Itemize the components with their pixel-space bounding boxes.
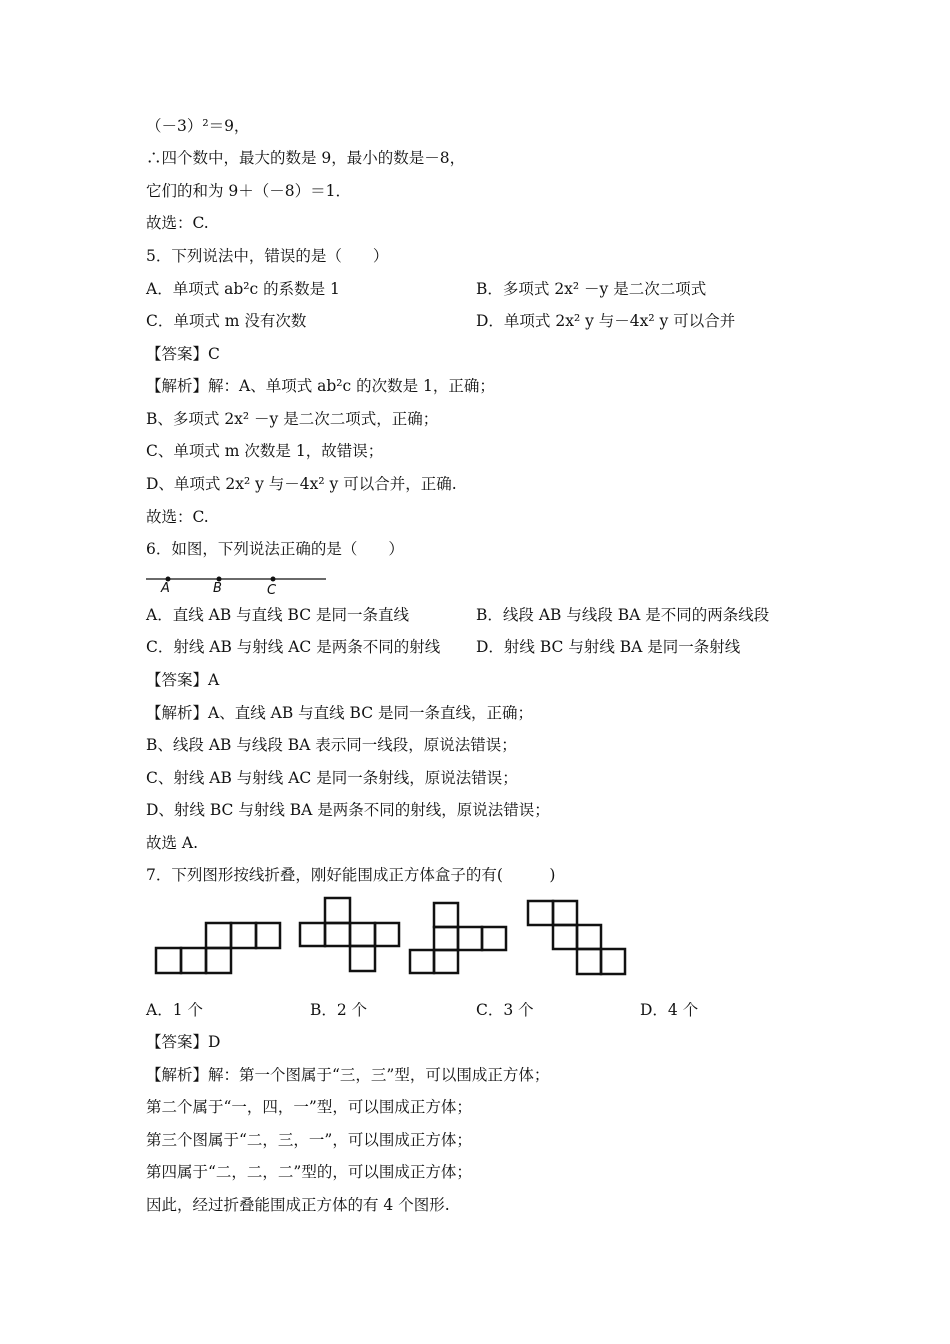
q7-option-a: A．1 个 — [146, 1001, 203, 1019]
text-line: ∴四个数中，最大的数是 9，最小的数是－8， — [146, 149, 466, 167]
q5-explanation: D、单项式 2x² y 与－4x² y 可以合并，正确. — [146, 475, 457, 493]
q6-answer: 【答案】A — [146, 671, 220, 689]
cube-net-2 — [299, 897, 401, 973]
cube-net-4 — [527, 900, 627, 976]
q5-explanation: 【解析】解：A、单项式 ab²c 的次数是 1，正确； — [146, 377, 495, 395]
q5-option-b: B．多项式 2x² －y 是二次二项式 — [476, 280, 707, 298]
q5-option-d: D．单项式 2x² y 与－4x² y 可以合并 — [476, 312, 736, 330]
q7-option-b: B．2 个 — [310, 1001, 368, 1019]
q6-option-b: B．线段 AB 与线段 BA 是不同的两条线段 — [476, 606, 770, 624]
question-5: 5．下列说法中，错误的是（ ） — [146, 247, 389, 265]
q6-explanation: B、线段 AB 与线段 BA 表示同一线段，原说法错误； — [146, 736, 517, 754]
question-6: 6．如图，下列说法正确的是（ ） — [146, 540, 404, 558]
q7-explanation: 第二个属于“一，四，一”型，可以围成正方体； — [146, 1098, 472, 1116]
q6-option-c: C．射线 AB 与射线 AC 是两条不同的射线 — [146, 638, 441, 656]
line-figure — [146, 568, 328, 598]
q7-explanation: 第四属于“二，二，二”型的，可以围成正方体； — [146, 1163, 472, 1181]
question-7: 7．下列图形按线折叠，刚好能围成正方体盒子的有( ) — [146, 866, 556, 884]
q6-explanation: D、射线 BC 与射线 BA 是两条不同的射线，原说法错误； — [146, 801, 550, 819]
q6-option-d: D．射线 BC 与射线 BA 是同一条射线 — [476, 638, 741, 656]
cube-net-1 — [155, 922, 281, 974]
point-c-label: C — [267, 583, 277, 598]
q6-explanation: 【解析】A、直线 AB 与直线 BC 是同一条直线，正确； — [146, 704, 534, 722]
text-line: 它们的和为 9＋（－8）＝1． — [146, 182, 352, 200]
q5-explanation: C、单项式 m 次数是 1，故错误； — [146, 442, 384, 460]
q6-explanation: C、射线 AB 与射线 AC 是同一条射线，原说法错误； — [146, 769, 518, 787]
point-b-label: B — [213, 581, 222, 596]
q7-explanation: 第三个图属于“二，三，一”，可以围成正方体； — [146, 1131, 472, 1149]
q7-option-c: C．3 个 — [476, 1001, 534, 1019]
q5-option-c: C．单项式 m 没有次数 — [146, 312, 307, 330]
q5-option-a: A．单项式 ab²c 的系数是 1 — [146, 280, 340, 298]
text-line: 故选：C. — [146, 214, 209, 232]
q6-explanation: 故选 A. — [146, 834, 199, 852]
q6-option-a: A．直线 AB 与直线 BC 是同一条直线 — [146, 606, 410, 624]
q5-explanation: B、多项式 2x² －y 是二次二项式，正确； — [146, 410, 439, 428]
q7-explanation: 因此，经过折叠能围成正方体的有 4 个图形. — [146, 1196, 450, 1214]
q5-answer: 【答案】C — [146, 345, 220, 363]
text-line: （－3）²＝9， — [146, 117, 250, 135]
q7-answer: 【答案】D — [146, 1033, 221, 1051]
point-c-dot — [271, 577, 276, 582]
q7-option-d: D．4 个 — [640, 1001, 699, 1019]
cube-net-3 — [409, 902, 509, 974]
point-a-label: A — [161, 581, 170, 596]
q5-explanation: 故选：C. — [146, 508, 209, 526]
q7-explanation: 【解析】解：第一个图属于“三，三”型，可以围成正方体； — [146, 1066, 550, 1084]
